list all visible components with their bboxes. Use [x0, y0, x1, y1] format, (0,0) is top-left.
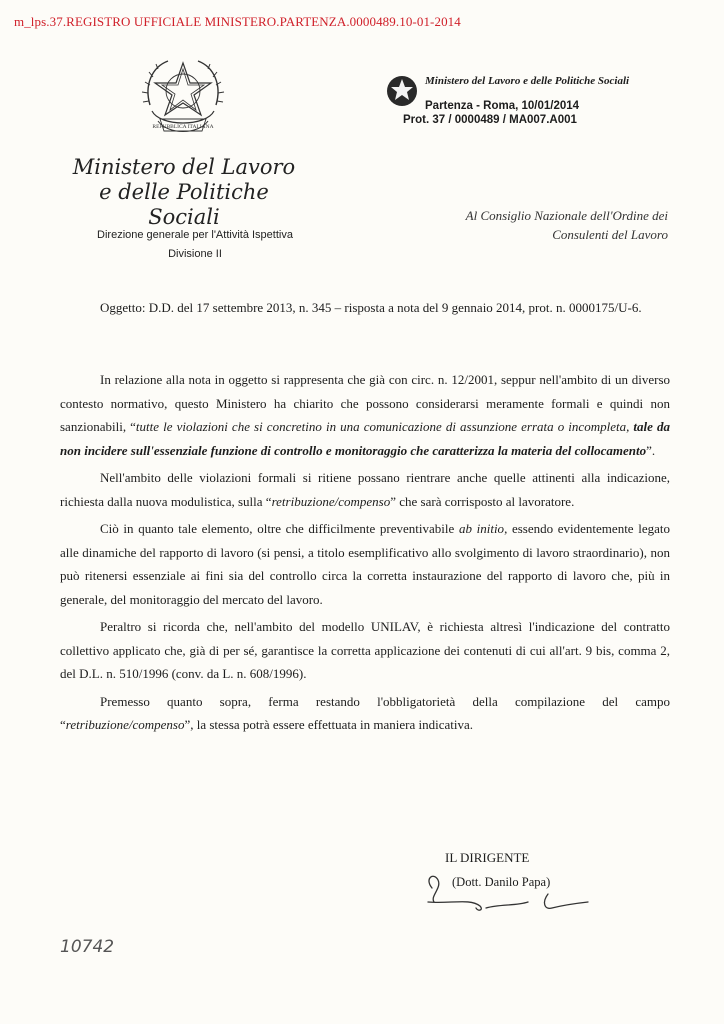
italian-republic-emblem-icon	[138, 55, 228, 147]
signatory-title: IL DIRIGENTE	[445, 850, 530, 865]
ministry-name	[64, 155, 304, 230]
signatory-name: (Dott. Danilo Papa)	[452, 875, 551, 889]
paragraph-1: In relazione alla nota in oggetto si rappresenta che già con circ. n. 12/2001, seppur nell'ambito di un diverso contesto normativo, questo Ministero ha chiarito che possono considerarsi meramente formali e quindi non sanzionabili, “tutte le violazioni che si concretino in una comunicazione di assunzione errata o incompleta, tale da non incidere sull'essenziale funzione di controllo e monitoraggio che caratterizza la materia del collocamento”.	[60, 372, 670, 458]
recipient-line1: Al Consiglio Nazionale dell'Ordine dei	[465, 208, 668, 223]
stamp-emblem-icon	[385, 74, 419, 108]
recipient-line2: Consulenti del Lavoro	[552, 227, 668, 242]
direction-label: Direzione generale per l'Attività Ispettiva	[97, 229, 293, 241]
subject-line	[60, 296, 670, 320]
stamp-ministry: Ministero del Lavoro e delle Politiche Sociali	[425, 75, 630, 87]
svg-text:10742: 10742	[60, 937, 115, 957]
paragraph-3: Ciò in quanto tale elemento, oltre che difficilmente preventivabile ab initio, essendo evidentemente legato alle dinamiche del rapporto di lavoro (si pensi, a titolo esemplificativo allo svolgimento di lavoro straordinario), non può ritenersi essenziale ai fini sia del controllo circa la corretta instaurazione del rapporto di lavoro che, più in generale, del monitoraggio del mercato del lavoro.	[60, 521, 670, 607]
paragraph-5: Premesso quanto sopra, ferma restando l'obbligatorietà della compilazione del campo “retribuzione/compenso”, la stessa potrà essere effettuata in maniera indicativa.	[60, 693, 670, 732]
paragraph-2: Nell'ambito delle violazioni formali si ritiene possano rientrare anche quelle attinenti alla indicazione, richiesta dalla nuova modulistica, sulla “retribuzione/compenso” che sarà corrisposto al lavoratore.	[60, 470, 670, 509]
department-block	[75, 226, 315, 264]
emblem-text: REPUBBLICA ITALIANA	[152, 124, 214, 130]
ministry-name-line1: Ministero del Lavoro	[72, 155, 296, 179]
stamp-protocol: Prot. 37 / 0000489 / MA007.A001	[403, 114, 577, 126]
handwritten-note	[58, 932, 128, 960]
protocol-stamp	[385, 74, 665, 130]
paragraph-1-quote: tutte le violazioni che si concretino in una comunicazione di assunzione errata o incompleta,	[135, 419, 634, 434]
ministry-name-line2: e delle Politiche Sociali	[99, 180, 269, 229]
paragraph-1-emphasis: tale da non incidere sull'essenziale funzione di controllo e monitoraggio che caratterizza la materia del collocamento	[60, 419, 670, 458]
division-label: Divisione II	[168, 248, 222, 260]
subject-text: Oggetto: D.D. del 17 settembre 2013, n. 345 – risposta a nota del 9 gennaio 2014, prot. n. 0000175/U-6.	[100, 300, 642, 315]
letter-body	[60, 368, 670, 737]
paragraph-4: Peraltro si ricorda che, nell'ambito del modello UNILAV, è richiesta altresì l'indicazione del contratto collettivo applicato che, già di per sé, garantisce la corretta applicazione dei contenuti di cui all'art. 9 bis, comma 2, del D.L. n. 510/1996 (conv. da L. n. 608/1996).	[60, 619, 670, 681]
handwritten-signature	[420, 868, 600, 916]
recipient-block	[400, 206, 668, 244]
protocol-reference: m_lps.37.REGISTRO UFFICIALE MINISTERO.PARTENZA.0000489.10-01-2014	[14, 14, 461, 29]
stamp-departure: Partenza - Roma, 10/01/2014	[425, 100, 580, 112]
